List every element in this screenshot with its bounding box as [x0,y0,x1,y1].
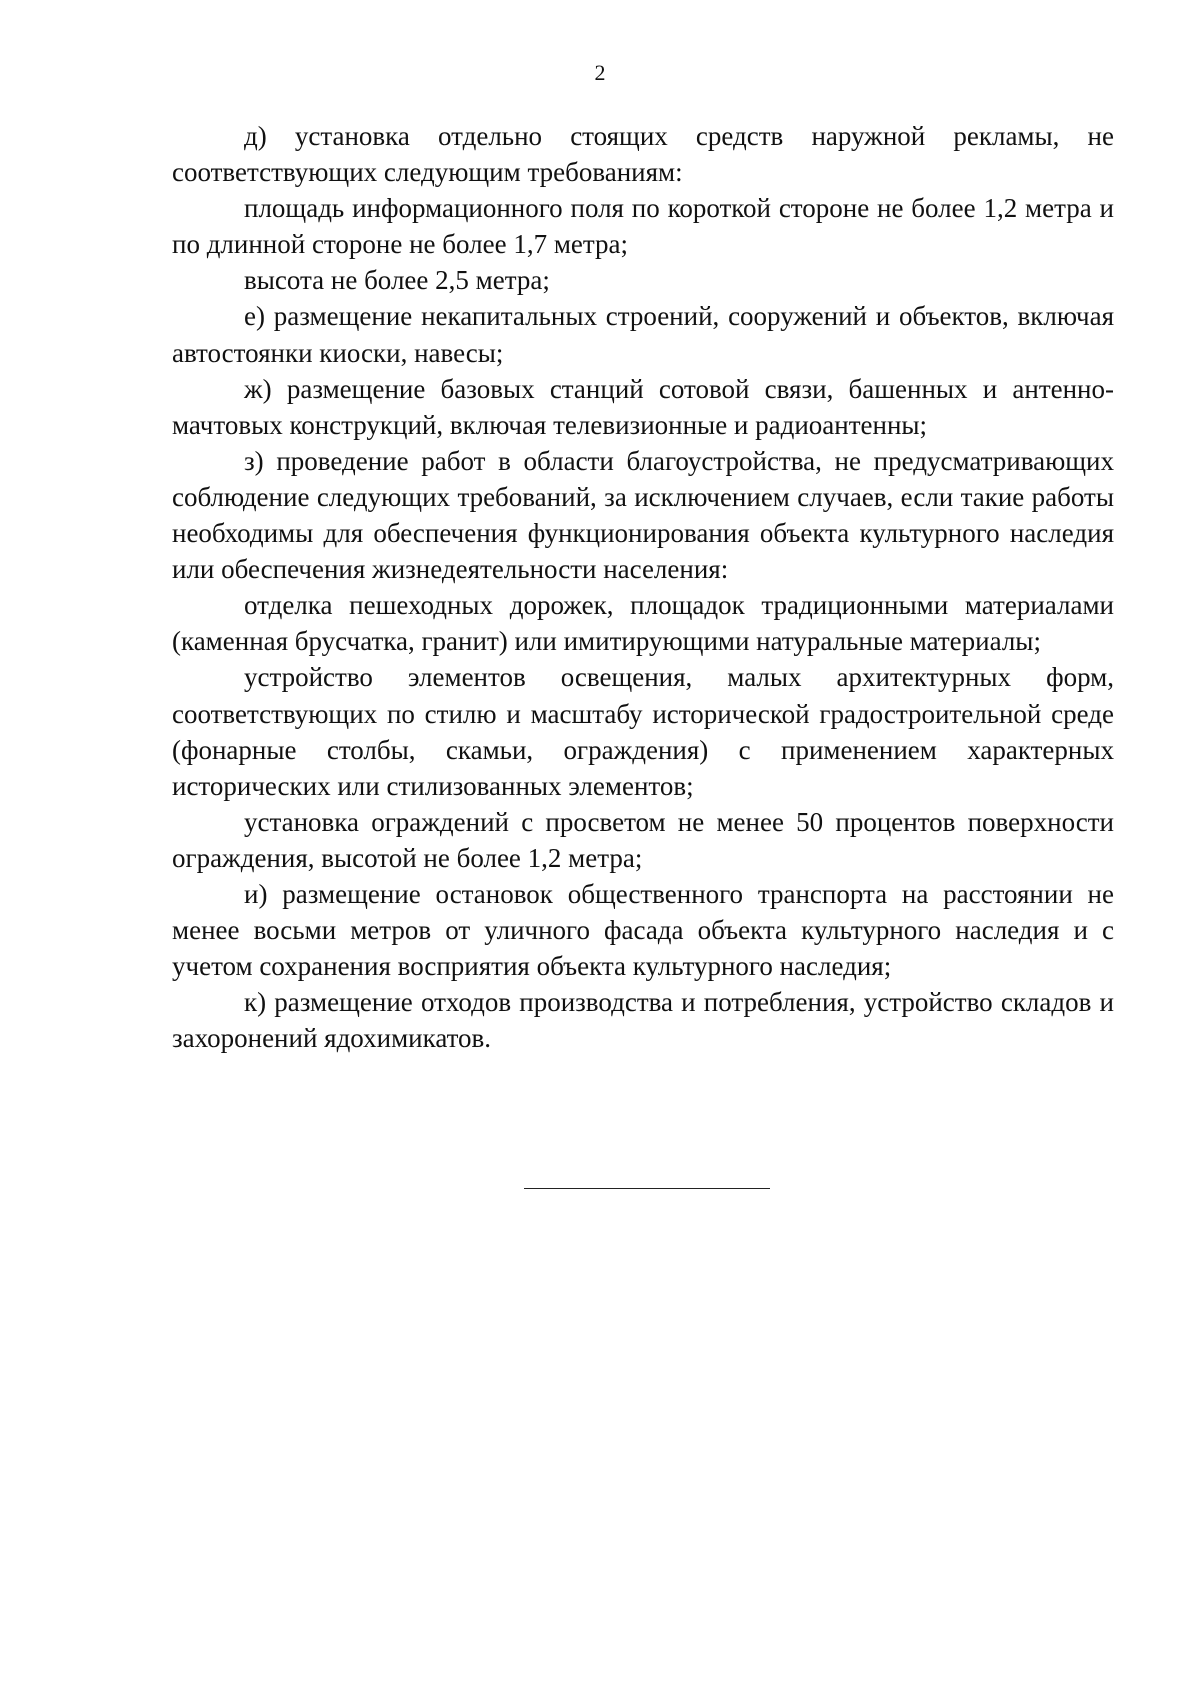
paragraph-height: высота не более 2,5 метра; [244,265,550,296]
paragraph-paving: отделка пешеходных дорожек, площадок традиционными материалами (каменная брусчатка, гранит) или имитирующими натуральные материалы; [172,590,1114,657]
paragraph-e: е) размещение некапитальных строений, сооружений и объектов, включая автостоянки киоски, навесы; [172,301,1114,368]
paragraph-i: и) размещение остановок общественного транспорта на расстоянии не менее восьми метров от уличного фасада объекта культурного наследия и с учетом сохранения восприятия объекта культурного наследия; [172,878,1114,982]
paragraph-z: з) проведение работ в области благоустройства, не предусматривающих соблюдение следующих требований, за исключением случаев, если такие работы необходимы для обеспечения функционирования объекта культурного наследия или обеспечения жизнедеятельности населения: [172,445,1114,585]
page-number: 2 [594,60,606,85]
paragraph-lighting: устройство элементов освещения, малых архитектурных форм, соответствующих по стилю и масштабу исторической градостроительной среде (фонарные столбы, скамьи, ограждения) с применением характерных исторических или стилизованных элементов; [172,662,1114,801]
paragraph-k: к) размещение отходов производства и потребления, устройство складов и захоронений ядохимикатов. [172,987,1114,1054]
document-body [172,118,1114,1056]
paragraph-info-field-size: площадь информационного поля по короткой стороне не более 1,2 метра и по длинной стороне не более 1,7 метра; [172,193,1114,260]
paragraph-zh: ж) размещение базовых станций сотовой связи, башенных и антенно-мачтовых конструкций, включая телевизионные и радиоантенны; [172,373,1114,440]
paragraph-d: д) установка отдельно стоящих средств наружной рекламы, не соответствующих следующим требованиям: [172,121,1114,188]
paragraph-fencing: установка ограждений с просветом не менее 50 процентов поверхности ограждения, высотой не более 1,2 метра; [172,806,1114,873]
end-of-text-rule [524,1188,770,1189]
